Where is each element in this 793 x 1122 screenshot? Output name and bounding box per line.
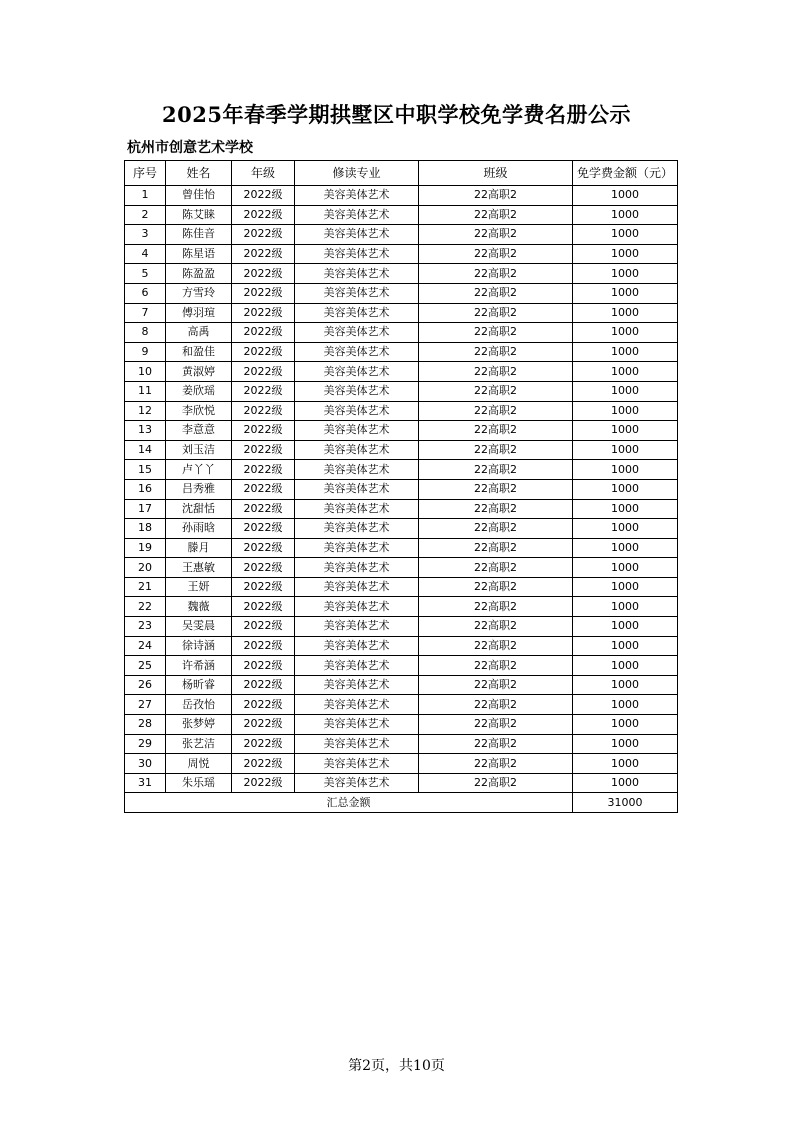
cell-grade: 2022级 — [232, 754, 295, 774]
cell-grade: 2022级 — [232, 401, 295, 421]
cell-index: 20 — [125, 558, 166, 578]
cell-class: 22高职2 — [419, 734, 573, 754]
table-row — [125, 636, 678, 656]
cell-amount: 1000 — [573, 636, 678, 656]
cell-amount: 1000 — [573, 538, 678, 558]
cell-name: 卢丫丫 — [166, 460, 232, 480]
cell-grade: 2022级 — [232, 283, 295, 303]
table-header-row — [125, 161, 678, 186]
header-amount: 免学费金额（元） — [573, 161, 678, 186]
cell-class: 22高职2 — [419, 715, 573, 735]
cell-major: 美容美体艺术 — [295, 754, 419, 774]
cell-amount: 1000 — [573, 617, 678, 637]
table-row — [125, 656, 678, 676]
cell-name: 高禹 — [166, 323, 232, 343]
table-row — [125, 558, 678, 578]
cell-index: 12 — [125, 401, 166, 421]
cell-index: 5 — [125, 264, 166, 284]
table-row — [125, 499, 678, 519]
cell-name: 杨昕睿 — [166, 675, 232, 695]
cell-amount: 1000 — [573, 440, 678, 460]
cell-major: 美容美体艺术 — [295, 734, 419, 754]
cell-name: 李意意 — [166, 421, 232, 441]
cell-class: 22高职2 — [419, 401, 573, 421]
cell-name: 陈艾睐 — [166, 205, 232, 225]
table-row — [125, 205, 678, 225]
cell-name: 沈甜恬 — [166, 499, 232, 519]
cell-grade: 2022级 — [232, 734, 295, 754]
cell-index: 7 — [125, 303, 166, 323]
table-row — [125, 401, 678, 421]
cell-name: 姜欣瑶 — [166, 381, 232, 401]
cell-name: 和盈佳 — [166, 342, 232, 362]
cell-grade: 2022级 — [232, 362, 295, 382]
cell-grade: 2022级 — [232, 381, 295, 401]
cell-class: 22高职2 — [419, 460, 573, 480]
header-index: 序号 — [125, 161, 166, 186]
cell-class: 22高职2 — [419, 244, 573, 264]
table-row — [125, 440, 678, 460]
table-row — [125, 186, 678, 206]
cell-amount: 1000 — [573, 754, 678, 774]
cell-class: 22高职2 — [419, 499, 573, 519]
table-row — [125, 381, 678, 401]
cell-name: 曾佳怡 — [166, 186, 232, 206]
cell-name: 陈星语 — [166, 244, 232, 264]
header-name: 姓名 — [166, 161, 232, 186]
cell-index: 10 — [125, 362, 166, 382]
cell-major: 美容美体艺术 — [295, 186, 419, 206]
cell-index: 27 — [125, 695, 166, 715]
cell-major: 美容美体艺术 — [295, 401, 419, 421]
cell-index: 15 — [125, 460, 166, 480]
cell-class: 22高职2 — [419, 558, 573, 578]
cell-name: 刘玉洁 — [166, 440, 232, 460]
cell-name: 吴雯晨 — [166, 617, 232, 637]
cell-name: 吕秀雅 — [166, 479, 232, 499]
cell-class: 22高职2 — [419, 381, 573, 401]
table-row — [125, 597, 678, 617]
cell-index: 13 — [125, 421, 166, 441]
cell-major: 美容美体艺术 — [295, 323, 419, 343]
cell-grade: 2022级 — [232, 558, 295, 578]
cell-major: 美容美体艺术 — [295, 695, 419, 715]
cell-grade: 2022级 — [232, 773, 295, 793]
cell-index: 23 — [125, 617, 166, 637]
total-row — [125, 793, 678, 813]
table-row — [125, 519, 678, 539]
cell-class: 22高职2 — [419, 303, 573, 323]
cell-amount: 1000 — [573, 303, 678, 323]
cell-class: 22高职2 — [419, 695, 573, 715]
cell-name: 方雪玲 — [166, 283, 232, 303]
cell-index: 31 — [125, 773, 166, 793]
cell-name: 周悦 — [166, 754, 232, 774]
cell-amount: 1000 — [573, 675, 678, 695]
cell-name: 滕月 — [166, 538, 232, 558]
cell-name: 岳孜怡 — [166, 695, 232, 715]
cell-major: 美容美体艺术 — [295, 225, 419, 245]
cell-amount: 1000 — [573, 479, 678, 499]
header-major: 修读专业 — [295, 161, 419, 186]
cell-grade: 2022级 — [232, 323, 295, 343]
table-row — [125, 244, 678, 264]
page-number: 第2页，共10页 — [348, 1058, 445, 1074]
cell-amount: 1000 — [573, 205, 678, 225]
cell-amount: 1000 — [573, 362, 678, 382]
cell-name: 许希涵 — [166, 656, 232, 676]
cell-amount: 1000 — [573, 225, 678, 245]
cell-index: 19 — [125, 538, 166, 558]
cell-amount: 1000 — [573, 401, 678, 421]
cell-class: 22高职2 — [419, 538, 573, 558]
cell-class: 22高职2 — [419, 205, 573, 225]
cell-major: 美容美体艺术 — [295, 499, 419, 519]
cell-major: 美容美体艺术 — [295, 479, 419, 499]
cell-name: 徐诗涵 — [166, 636, 232, 656]
cell-name: 魏薇 — [166, 597, 232, 617]
cell-major: 美容美体艺术 — [295, 636, 419, 656]
cell-major: 美容美体艺术 — [295, 283, 419, 303]
cell-major: 美容美体艺术 — [295, 244, 419, 264]
cell-major: 美容美体艺术 — [295, 715, 419, 735]
cell-amount: 1000 — [573, 460, 678, 480]
cell-major: 美容美体艺术 — [295, 362, 419, 382]
cell-major: 美容美体艺术 — [295, 519, 419, 539]
cell-grade: 2022级 — [232, 675, 295, 695]
school-name: 杭州市创意艺术学校 — [127, 140, 253, 156]
table-row — [125, 695, 678, 715]
cell-amount: 1000 — [573, 773, 678, 793]
cell-name: 张艺洁 — [166, 734, 232, 754]
cell-class: 22高职2 — [419, 636, 573, 656]
cell-grade: 2022级 — [232, 695, 295, 715]
table-row — [125, 362, 678, 382]
cell-amount: 1000 — [573, 342, 678, 362]
cell-name: 李欣悦 — [166, 401, 232, 421]
cell-amount: 1000 — [573, 244, 678, 264]
cell-class: 22高职2 — [419, 597, 573, 617]
cell-class: 22高职2 — [419, 362, 573, 382]
table-row — [125, 225, 678, 245]
cell-major: 美容美体艺术 — [295, 577, 419, 597]
cell-class: 22高职2 — [419, 479, 573, 499]
cell-index: 2 — [125, 205, 166, 225]
cell-grade: 2022级 — [232, 205, 295, 225]
cell-index: 17 — [125, 499, 166, 519]
cell-grade: 2022级 — [232, 460, 295, 480]
cell-major: 美容美体艺术 — [295, 773, 419, 793]
roster-table — [124, 160, 678, 813]
cell-amount: 1000 — [573, 519, 678, 539]
cell-amount: 1000 — [573, 283, 678, 303]
cell-grade: 2022级 — [232, 303, 295, 323]
cell-grade: 2022级 — [232, 264, 295, 284]
total-label: 汇总金额 — [125, 793, 573, 813]
cell-index: 21 — [125, 577, 166, 597]
cell-class: 22高职2 — [419, 421, 573, 441]
cell-class: 22高职2 — [419, 675, 573, 695]
cell-grade: 2022级 — [232, 499, 295, 519]
cell-amount: 1000 — [573, 695, 678, 715]
cell-index: 8 — [125, 323, 166, 343]
cell-amount: 1000 — [573, 558, 678, 578]
cell-amount: 1000 — [573, 499, 678, 519]
cell-name: 黄淑婷 — [166, 362, 232, 382]
cell-index: 18 — [125, 519, 166, 539]
cell-major: 美容美体艺术 — [295, 381, 419, 401]
cell-index: 28 — [125, 715, 166, 735]
cell-grade: 2022级 — [232, 656, 295, 676]
cell-index: 4 — [125, 244, 166, 264]
page-title: 2025年春季学期拱墅区中职学校免学费名册公示 — [162, 102, 631, 127]
cell-index: 16 — [125, 479, 166, 499]
cell-amount: 1000 — [573, 656, 678, 676]
cell-grade: 2022级 — [232, 636, 295, 656]
table-row — [125, 303, 678, 323]
cell-name: 傅羽瑄 — [166, 303, 232, 323]
cell-grade: 2022级 — [232, 538, 295, 558]
cell-class: 22高职2 — [419, 323, 573, 343]
cell-grade: 2022级 — [232, 244, 295, 264]
cell-name: 张梦婷 — [166, 715, 232, 735]
cell-name: 孙雨晗 — [166, 519, 232, 539]
cell-major: 美容美体艺术 — [295, 675, 419, 695]
cell-index: 1 — [125, 186, 166, 206]
cell-name: 王惠敏 — [166, 558, 232, 578]
cell-grade: 2022级 — [232, 225, 295, 245]
table-row — [125, 773, 678, 793]
cell-index: 9 — [125, 342, 166, 362]
table-row — [125, 715, 678, 735]
cell-class: 22高职2 — [419, 440, 573, 460]
total-value: 31000 — [573, 793, 678, 813]
cell-name: 陈佳音 — [166, 225, 232, 245]
table-row — [125, 479, 678, 499]
cell-amount: 1000 — [573, 323, 678, 343]
cell-major: 美容美体艺术 — [295, 421, 419, 441]
cell-grade: 2022级 — [232, 440, 295, 460]
table-row — [125, 734, 678, 754]
cell-name: 陈盈盈 — [166, 264, 232, 284]
cell-major: 美容美体艺术 — [295, 617, 419, 637]
cell-class: 22高职2 — [419, 264, 573, 284]
table-row — [125, 577, 678, 597]
cell-major: 美容美体艺术 — [295, 303, 419, 323]
table-row — [125, 754, 678, 774]
cell-major: 美容美体艺术 — [295, 264, 419, 284]
cell-amount: 1000 — [573, 597, 678, 617]
cell-class: 22高职2 — [419, 283, 573, 303]
header-grade: 年级 — [232, 161, 295, 186]
cell-amount: 1000 — [573, 381, 678, 401]
cell-class: 22高职2 — [419, 186, 573, 206]
cell-grade: 2022级 — [232, 342, 295, 362]
cell-index: 29 — [125, 734, 166, 754]
table-row — [125, 538, 678, 558]
table-row — [125, 342, 678, 362]
cell-class: 22高职2 — [419, 617, 573, 637]
cell-major: 美容美体艺术 — [295, 342, 419, 362]
cell-major: 美容美体艺术 — [295, 440, 419, 460]
cell-amount: 1000 — [573, 264, 678, 284]
cell-index: 30 — [125, 754, 166, 774]
table-row — [125, 323, 678, 343]
cell-index: 14 — [125, 440, 166, 460]
cell-class: 22高职2 — [419, 577, 573, 597]
cell-major: 美容美体艺术 — [295, 205, 419, 225]
cell-class: 22高职2 — [419, 225, 573, 245]
cell-index: 26 — [125, 675, 166, 695]
cell-grade: 2022级 — [232, 715, 295, 735]
cell-grade: 2022级 — [232, 186, 295, 206]
cell-grade: 2022级 — [232, 597, 295, 617]
cell-index: 6 — [125, 283, 166, 303]
cell-class: 22高职2 — [419, 342, 573, 362]
table-row — [125, 460, 678, 480]
cell-grade: 2022级 — [232, 617, 295, 637]
cell-name: 朱乐瑶 — [166, 773, 232, 793]
cell-index: 24 — [125, 636, 166, 656]
table-row — [125, 675, 678, 695]
cell-amount: 1000 — [573, 186, 678, 206]
cell-major: 美容美体艺术 — [295, 558, 419, 578]
table-row — [125, 283, 678, 303]
header-class: 班级 — [419, 161, 573, 186]
cell-class: 22高职2 — [419, 773, 573, 793]
cell-index: 22 — [125, 597, 166, 617]
cell-class: 22高职2 — [419, 656, 573, 676]
cell-amount: 1000 — [573, 577, 678, 597]
cell-name: 王妍 — [166, 577, 232, 597]
cell-class: 22高职2 — [419, 519, 573, 539]
cell-grade: 2022级 — [232, 421, 295, 441]
cell-amount: 1000 — [573, 734, 678, 754]
cell-index: 25 — [125, 656, 166, 676]
cell-major: 美容美体艺术 — [295, 538, 419, 558]
table-row — [125, 617, 678, 637]
cell-grade: 2022级 — [232, 577, 295, 597]
cell-index: 3 — [125, 225, 166, 245]
cell-major: 美容美体艺术 — [295, 460, 419, 480]
cell-index: 11 — [125, 381, 166, 401]
cell-grade: 2022级 — [232, 519, 295, 539]
cell-class: 22高职2 — [419, 754, 573, 774]
cell-amount: 1000 — [573, 421, 678, 441]
cell-grade: 2022级 — [232, 479, 295, 499]
cell-major: 美容美体艺术 — [295, 597, 419, 617]
cell-major: 美容美体艺术 — [295, 656, 419, 676]
table-row — [125, 264, 678, 284]
table-row — [125, 421, 678, 441]
cell-amount: 1000 — [573, 715, 678, 735]
table-body — [125, 186, 678, 793]
